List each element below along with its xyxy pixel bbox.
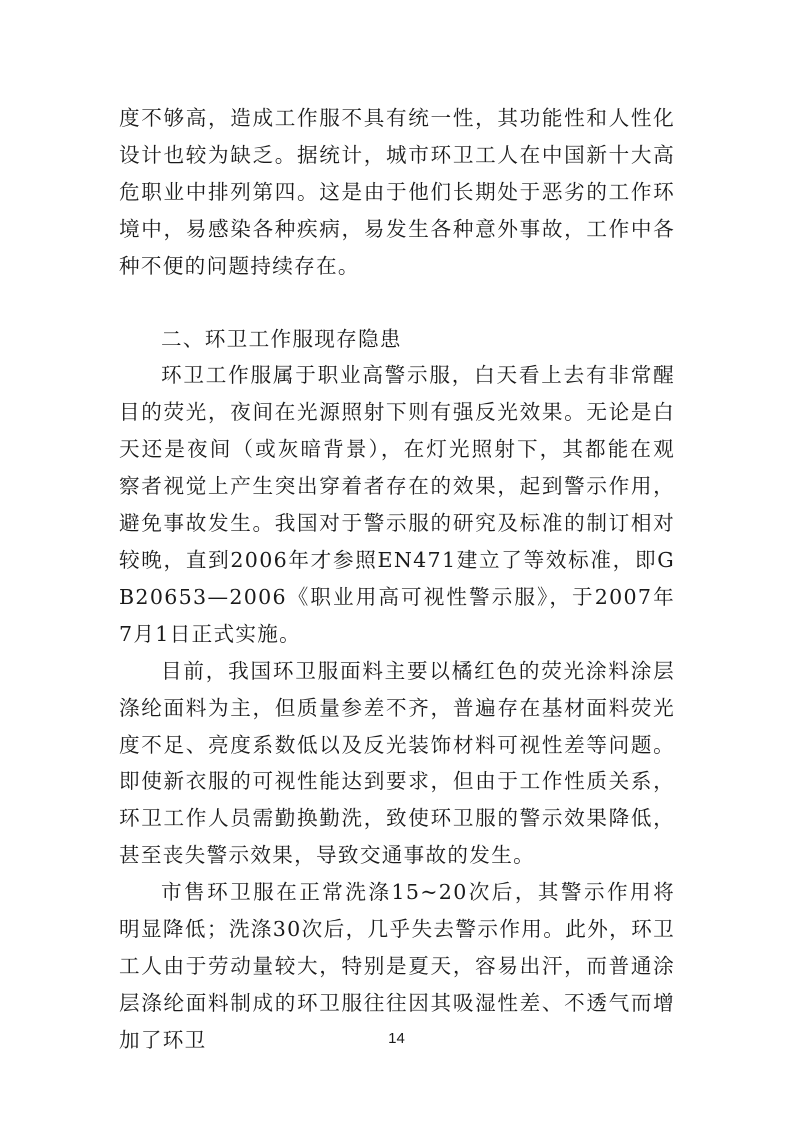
- body-paragraph-3: 市售环卫服在正常洗涤15~20次后，其警示作用将明显降低；洗涤30次后，几乎失去警示作用。此外，环卫工人由于劳动量较大，特别是夏天，容易出汗，而普通涂层涤纶面料制成的环卫服往往因其吸湿性差、不透气而增加了环卫: [119, 880, 675, 1052]
- section-heading: 二、环卫工作服现存隐患: [161, 326, 402, 351]
- body-paragraph-1: 环卫工作服属于职业高警示服，白天看上去有非常醒目的荧光，夜间在光源照射下则有强反光效果。无论是白天还是夜间（或灰暗背景），在灯光照射下，其都能在观察者视觉上产生突出穿着者存在的效果，起到警示作用，避免事故发生。我国对于警示服的研究及标准的制订相对较晚，直到2006年才参照EN471建立了等效标准，即GB20653—2006《职业用高可视性警示服》，于2007年7月1日正式实施。: [119, 363, 675, 646]
- body-paragraph-continued: 度不够高，造成工作服不具有统一性，其功能性和人性化设计也较为缺乏。据统计，城市环卫工人在中国新十大高危职业中排列第四。这是由于他们长期处于恶劣的工作环境中，易感染各种疾病，易发生各种意外事故，工作中各种不便的问题持续存在。: [119, 106, 675, 278]
- page-body: [119, 100, 675, 1059]
- body-paragraph-2: 目前，我国环卫服面料主要以橘红色的荧光涂料涂层涤纶面料为主，但质量参差不齐，普遍存在基材面料荧光度不足、亮度系数低以及反光装饰材料可视性差等问题。即使新衣服的可视性能达到要求，但由于工作性质关系，环卫工作人员需勤换勤洗，致使环卫服的警示效果降低，甚至丧失警示效果，导致交通事故的发生。: [119, 658, 675, 868]
- page-number: 14: [388, 1030, 405, 1047]
